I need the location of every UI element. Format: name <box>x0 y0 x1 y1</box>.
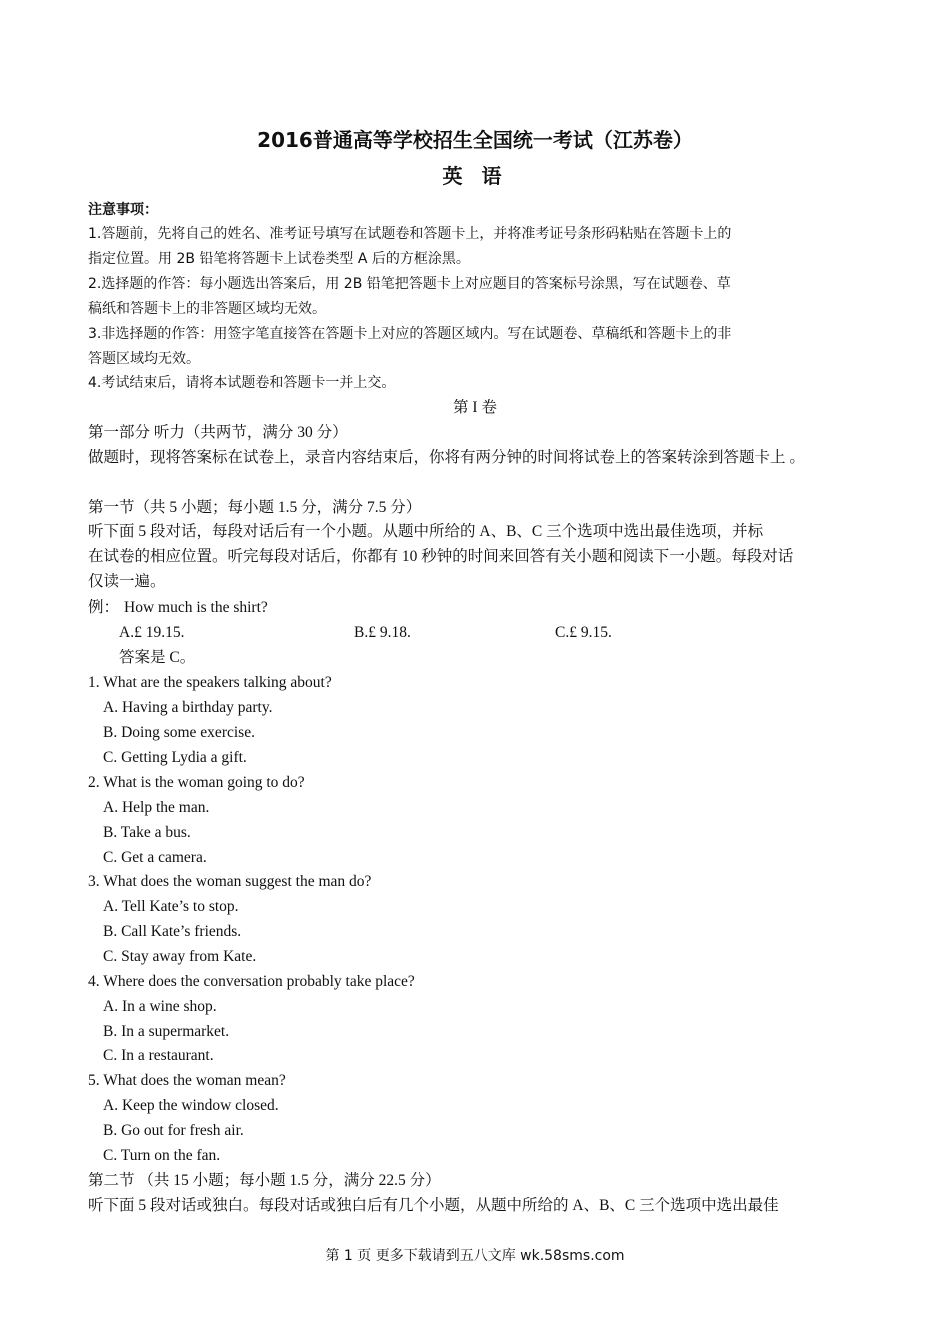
question-1-option-c: C. Getting Lydia a gift. <box>103 749 247 766</box>
question-5-option-b: B. Go out for fresh air. <box>103 1122 244 1139</box>
exam-title: 2016普通高等学校招生全国统一考试（江苏卷） <box>257 128 693 152</box>
question-2: 2. What is the woman going to do? <box>88 774 305 791</box>
volume-label: 第 I 卷 <box>453 399 497 416</box>
question-4: 4. Where does the conversation probably take place? <box>88 973 415 990</box>
example-question: How much is the shirt? <box>124 599 268 616</box>
notice-line: 答题区域均无效。 <box>88 351 200 367</box>
question-3-option-b: B. Call Kate’s friends. <box>103 923 242 940</box>
example-option-a: A.£ 19.15. <box>119 624 185 641</box>
example-option-b: B.£ 9.18. <box>354 624 411 641</box>
question-2-option-b: B. Take a bus. <box>103 824 191 841</box>
question-5-option-c: C. Turn on the fan. <box>103 1147 221 1164</box>
notice-line: 2.选择题的作答：每小题选出答案后，用 2B 铅笔把答题卡上对应题目的答案标号涂黑，写在试题卷、草 <box>88 276 731 292</box>
notice-line: 指定位置。用 2B 铅笔将答题卡上试卷类型 A 后的方框涂黑。 <box>88 251 470 267</box>
part1-heading: 第一部分 听力（共两节，满分 30 分） <box>88 424 348 441</box>
section1-instruction: 听下面 5 段对话，每段对话后有一个小题。从题中所给的 A、B、C 三个选项中选出最佳选项，并标 <box>88 523 764 540</box>
question-1-option-b: B. Doing some exercise. <box>103 724 255 741</box>
question-3-option-c: C. Stay away from Kate. <box>103 948 257 965</box>
section1-instruction: 仅读一遍。 <box>88 573 166 590</box>
example-option-c: C.£ 9.15. <box>555 624 612 641</box>
notice-line: 1.答题前，先将自己的姓名、准考证号填写在试题卷和答题卡上，并将准考证号条形码粘贴在答题卡上的 <box>88 226 732 242</box>
part1-intro: 做题时，现将答案标在试卷上，录音内容结束后，你将有两分钟的时间将试卷上的答案转涂到答题卡上 。 <box>88 449 805 466</box>
question-4-option-a: A. In a wine shop. <box>103 998 217 1015</box>
page-footer: 第 1 页 更多下载请到五八文库 wk.58sms.com <box>325 1248 625 1264</box>
question-2-option-a: A. Help the man. <box>103 799 210 816</box>
section1-instruction: 在试卷的相应位置。听完每段对话后，你都有 10 秒钟的时间来回答有关小题和阅读下一小题。每段对话 <box>88 548 794 565</box>
section1-heading: 第一节（共 5 小题；每小题 1.5 分，满分 7.5 分） <box>88 499 422 516</box>
question-5: 5. What does the woman mean? <box>88 1072 286 1089</box>
question-1: 1. What are the speakers talking about? <box>88 674 332 691</box>
example-answer: 答案是 C。 <box>119 649 196 666</box>
notice-line: 稿纸和答题卡上的非答题区域均无效。 <box>88 301 326 317</box>
question-5-option-a: A. Keep the window closed. <box>103 1097 279 1114</box>
section2-heading: 第二节 （共 15 小题；每小题 1.5 分，满分 22.5 分） <box>88 1172 441 1189</box>
notice-line: 3.非选择题的作答：用签字笔直接答在答题卡上对应的答题区域内。写在试题卷、草稿纸和答题卡上的非 <box>88 326 732 342</box>
question-1-option-a: A. Having a birthday party. <box>103 699 273 716</box>
example-label: 例： <box>88 599 120 616</box>
question-3-option-a: A. Tell Kate’s to stop. <box>103 898 239 915</box>
question-3: 3. What does the woman suggest the man do? <box>88 873 372 890</box>
notice-line: 4.考试结束后，请将本试题卷和答题卡一并上交。 <box>88 375 396 391</box>
question-4-option-b: B. In a supermarket. <box>103 1023 230 1040</box>
notice-heading: 注意事项： <box>88 202 158 218</box>
question-4-option-c: C. In a restaurant. <box>103 1047 214 1064</box>
section2-instruction: 听下面 5 段对话或独白。每段对话或独白后有几个小题，从题中所给的 A、B、C 三个选项中选出最佳 <box>88 1197 779 1214</box>
question-2-option-c: C. Get a camera. <box>103 849 207 866</box>
subject-title: 英 语 <box>442 164 508 188</box>
